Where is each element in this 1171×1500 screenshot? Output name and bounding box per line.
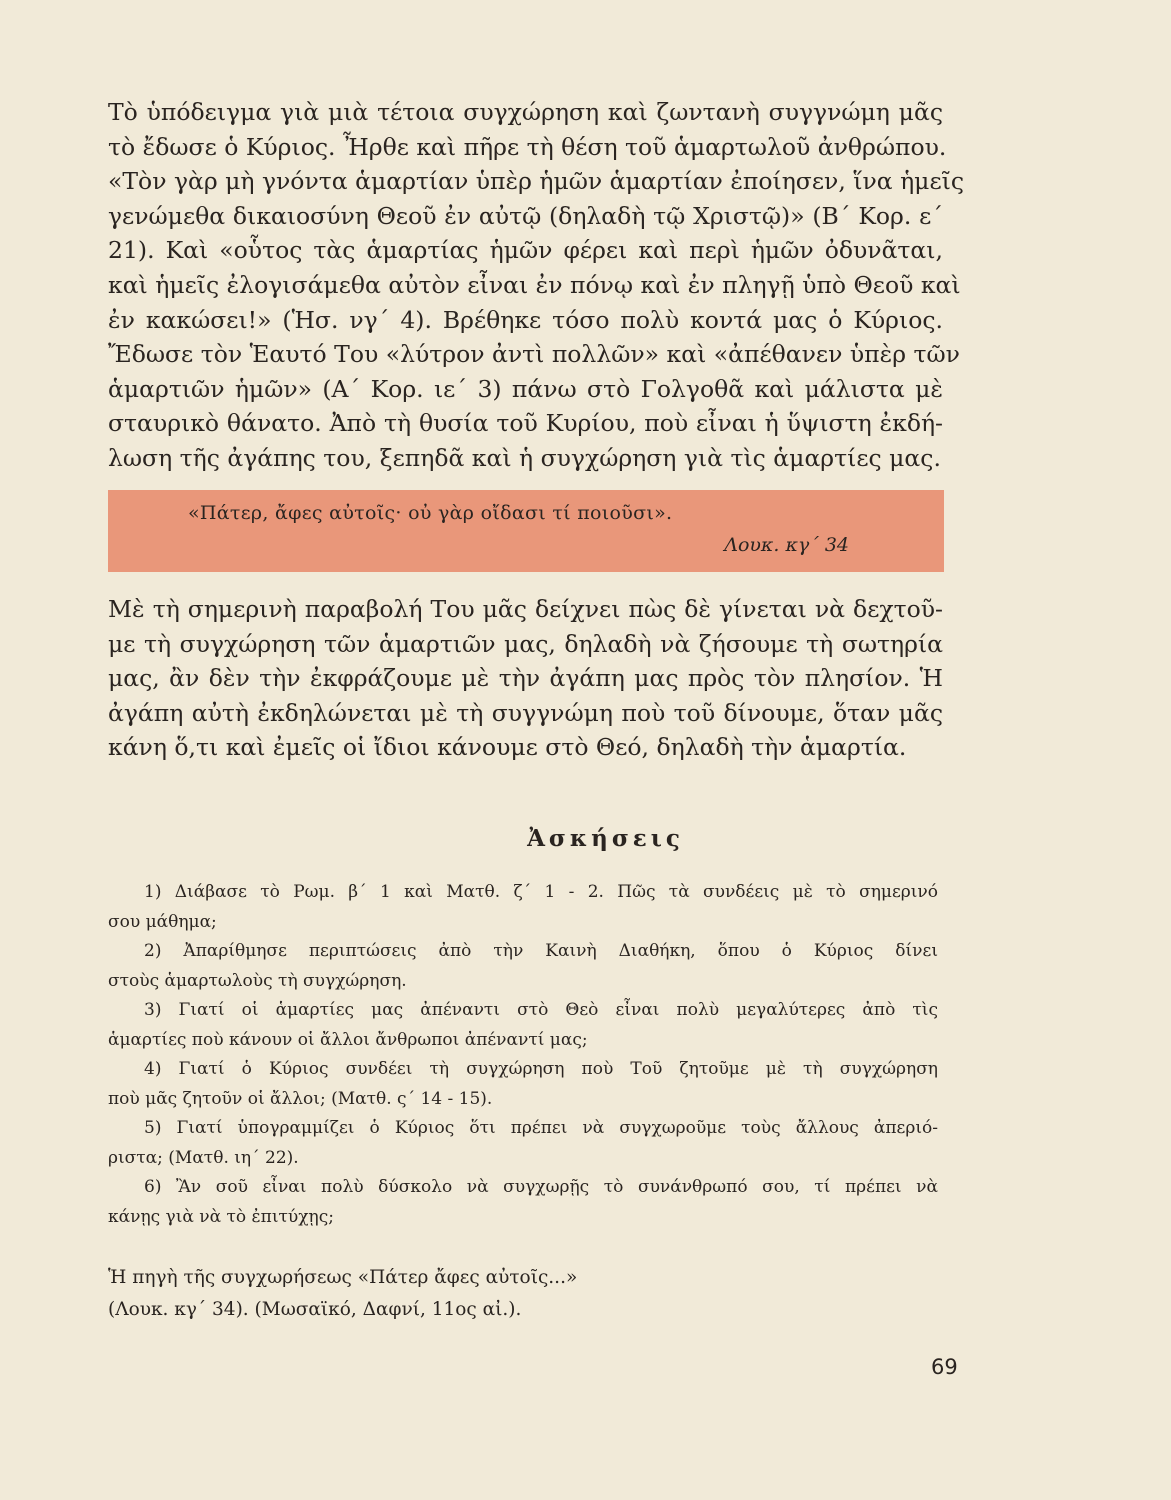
main-paragraph-1 xyxy=(108,95,964,476)
exercise-line: ποὺ μᾶς ζητοῦν οἱ ἄλλοι; (Ματθ. ς΄ 14 - 15). xyxy=(108,1088,493,1109)
main-paragraph-2 xyxy=(108,592,943,765)
highlighted-quote-box xyxy=(108,490,944,572)
exercise-line: ἁμαρτίες ποὺ κάνουν οἱ ἄλλοι ἄνθρωποι ἀπέναντί μας; xyxy=(108,1029,588,1050)
caption-line-1: Ἡ πηγὴ τῆς συγχωρήσεως «Πάτερ ἄφες αὐτοῖς...» xyxy=(108,1267,578,1288)
exercise-item xyxy=(108,878,938,937)
exercise-line: 5) Γιατί ὑπογραμμίζει ὁ Κύριος ὅτι πρέπει νὰ συγχωροῦμε τοὺς ἄλλους ἀπεριό- xyxy=(144,1118,938,1138)
paragraph-line: τὸ ἔδωσε ὁ Κύριος. Ἦρθε καὶ πῆρε τὴ θέση τοῦ ἁμαρτωλοῦ ἀνθρώπου. xyxy=(108,132,947,161)
paragraph-line: γενώμεθα δικαιοσύνη Θεοῦ ἐν αὐτῷ (δηλαδὴ τῷ Χριστῷ)» (Β΄ Κορ. ε΄ xyxy=(108,201,943,230)
exercise-item xyxy=(108,1055,938,1114)
quote-text: «Πάτερ, ἄφες αὐτοῖς· οὐ γὰρ οἴδασι τί ποιοῦσι». xyxy=(188,502,673,524)
exercise-item xyxy=(108,1114,938,1173)
image-caption xyxy=(108,1262,577,1326)
paragraph-line: κάνη ὅ,τι καὶ ἐμεῖς οἱ ἴδιοι κάνουμε στὸ Θεό, δηλαδὴ τὴν ἁμαρτία. xyxy=(108,733,907,762)
caption-line-2: (Λουκ. κγ΄ 34). (Μωσαϊκό, Δαφνί, 11ος αἰ.). xyxy=(108,1299,522,1320)
paragraph-line: λωση τῆς ἀγάπης του, ξεπηδᾶ καὶ ἡ συγχώρηση γιὰ τὶς ἁμαρτίες μας. xyxy=(108,443,941,472)
exercise-line: στοὺς ἁμαρτωλοὺς τὴ συγχώρηση. xyxy=(108,970,407,991)
paragraph-line: 21). Καὶ «οὗτος τὰς ἁμαρτίας ἡμῶν φέρει καὶ περὶ ἡμῶν ὀδυνᾶται, xyxy=(108,236,943,265)
paragraph-line: ἁμαρτιῶν ἡμῶν» (Α΄ Κορ. ιε΄ 3) πάνω στὸ Γολγοθᾶ καὶ μάλιστα μὲ xyxy=(108,374,943,403)
exercise-item xyxy=(108,996,938,1055)
paragraph-line: ἀγάπη αὐτὴ ἐκδηλώνεται μὲ τὴ συγγνώμη ποὺ τοῦ δίνουμε, ὅταν μᾶς xyxy=(108,698,943,727)
exercise-line: κάνῃς γιὰ νὰ τὸ ἐπιτύχῃς; xyxy=(108,1206,334,1227)
paragraph-line: Μὲ τὴ σημερινὴ παραβολή Του μᾶς δείχνει πὼς δὲ γίνεται νὰ δεχτοῦ- xyxy=(108,595,943,623)
exercises-list xyxy=(108,878,938,1232)
exercise-line: 4) Γιατί ὁ Κύριος συνδέει τὴ συγχώρηση ποὺ Τοῦ ζητοῦμε μὲ τὴ συγχώρηση xyxy=(144,1059,938,1079)
exercise-line: 2) Ἀπαρίθμησε περιπτώσεις ἀπὸ τὴν Καινὴ Διαθήκη, ὅπου ὁ Κύριος δίνει xyxy=(144,941,938,961)
paragraph-line: «Τὸν γὰρ μὴ γνόντα ἁμαρτίαν ὑπὲρ ἡμῶν ἁμαρτίαν ἐποίησεν, ἵνα ἡμεῖς xyxy=(108,167,964,196)
paragraph-line: Τὸ ὑπόδειγμα γιὰ μιὰ τέτοια συγχώρηση καὶ ζωντανὴ συγγνώμη μᾶς xyxy=(108,98,943,126)
exercises-heading: Ἀσκήσεις xyxy=(527,825,684,852)
paragraph-line: Ἔδωσε τὸν Ἑαυτό Του «λύτρον ἀντὶ πολλῶν» καὶ «ἀπέθανεν ὑπὲρ τῶν xyxy=(108,340,960,369)
page-number: 69 xyxy=(931,1355,958,1379)
exercise-line: 6) Ἂν σοῦ εἶναι πολὺ δύσκολο νὰ συγχωρῇς τὸ συνάνθρωπό σου, τί πρέπει νὰ xyxy=(144,1177,938,1197)
paragraph-line: μας, ἂν δὲν τὴν ἐκφράζουμε μὲ τὴν ἀγάπη μας πρὸς τὸν πλησίον. Ἡ xyxy=(108,664,943,693)
quote-reference: Λουκ. κγ΄ 34 xyxy=(724,534,849,556)
exercise-line: σου μάθημα; xyxy=(108,911,217,932)
exercise-item xyxy=(108,1173,938,1232)
exercise-line: ριστα; (Ματθ. ιη΄ 22). xyxy=(108,1147,299,1168)
paragraph-line: με τὴ συγχώρηση τῶν ἁμαρτιῶν μας, δηλαδὴ νὰ ζήσουμε τὴ σωτηρία xyxy=(108,629,943,658)
paragraph-line: σταυρικὸ θάνατο. Ἀπὸ τὴ θυσία τοῦ Κυρίου, ποὺ εἶναι ἡ ὕψιστη ἐκδή- xyxy=(108,409,943,438)
paragraph-line: καὶ ἡμεῖς ἐλογισάμεθα αὐτὸν εἶναι ἐν πόνῳ καὶ ἐν πληγῇ ὑπὸ Θεοῦ καὶ xyxy=(108,270,961,299)
exercise-line: 3) Γιατί οἱ ἁμαρτίες μας ἀπέναντι στὸ Θεὸ εἶναι πολὺ μεγαλύτερες ἀπὸ τὶς xyxy=(144,1000,938,1020)
exercise-line: 1) Διάβασε τὸ Ρωμ. β΄ 1 καὶ Ματθ. ζ΄ 1 - 2. Πῶς τὰ συνδέεις μὲ τὸ σημερινό xyxy=(144,882,938,902)
exercise-item xyxy=(108,937,938,996)
paragraph-line: ἐν κακώσει!» (Ἡσ. νγ΄ 4). Βρέθηκε τόσο πολὺ κοντά μας ὁ Κύριος. xyxy=(108,305,943,334)
